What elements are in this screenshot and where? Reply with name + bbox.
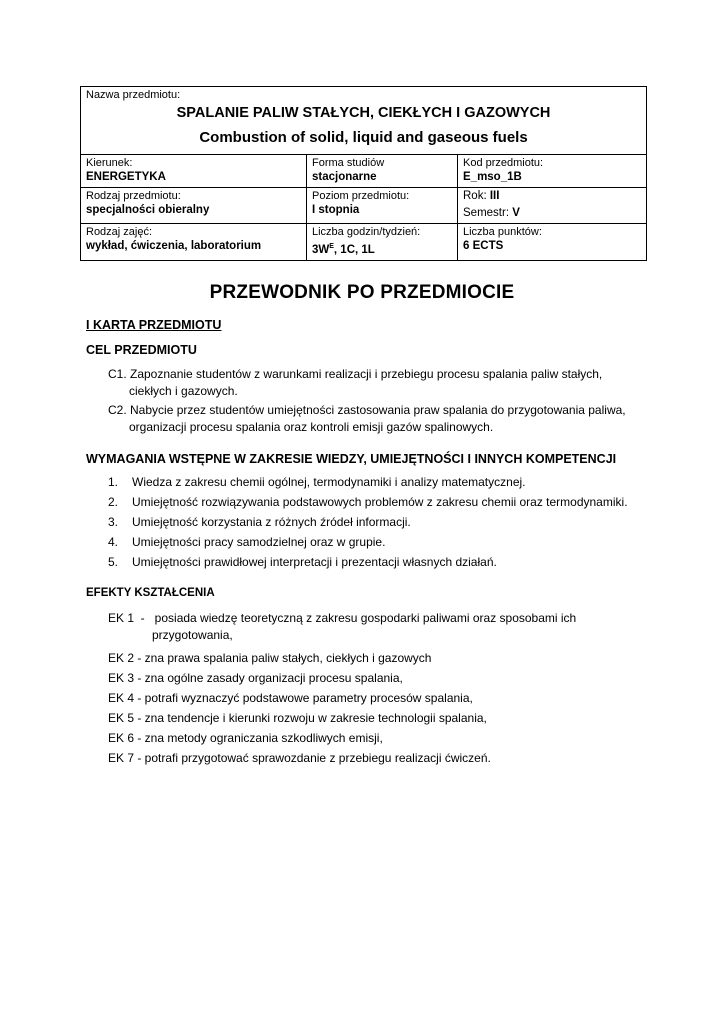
rok-semestr-cell: [458, 188, 647, 224]
subject-name-cell: [81, 87, 647, 155]
poziom-label: Poziom przedmiotu:: [312, 190, 410, 202]
liczba-godzin-cell: [307, 224, 458, 261]
main-heading: PRZEWODNIK PO PRZEDMIOCIE: [209, 282, 515, 303]
wymagania-heading: WYMAGANIA WSTĘPNE W ZAKRESIE WIEDZY, UMIEJĘTNOŚCI I INNYCH KOMPETENCJI: [86, 452, 617, 466]
list-item-number: 1.: [108, 475, 119, 489]
ek1-line1: EK 1 - posiada wiedzę teoretyczną z zakresu gospodarki paliwami oraz sposobami ich: [108, 611, 577, 625]
kod-label: Kod przedmiotu:: [463, 157, 544, 169]
hours-exam-mark: E: [329, 243, 334, 250]
list-item-number: 5.: [108, 555, 119, 569]
list-item-text: Umiejętność korzystania z różnych źródeł informacji.: [132, 515, 411, 529]
liczba-godzin-label: Liczba godzin/tydzień:: [312, 226, 421, 238]
cel-c1-line2: ciekłych i gazowych.: [129, 384, 238, 398]
ek-item: EK 6 - zna metody ograniczania szkodliwych emisji,: [108, 731, 383, 745]
rok-label: Rok:: [463, 190, 487, 202]
list-item-number: 2.: [108, 495, 119, 509]
hours-rest: , 1C, 1L: [333, 243, 375, 256]
semestr-line: [463, 206, 641, 221]
forma-value: stacjonarne: [312, 171, 377, 183]
ek-item: EK 3 - zna ogólne zasady organizacji procesu spalania,: [108, 671, 403, 685]
hours-lecture: 3W: [312, 243, 330, 256]
list-item: [86, 534, 628, 554]
kierunek-cell: [81, 155, 307, 188]
section-karta-przedmiotu: I KARTA PRZEDMIOTU: [86, 318, 222, 332]
kierunek-value: ENERGETYKA: [86, 171, 166, 183]
rodzaj-zajec-label: Rodzaj zajęć:: [86, 226, 153, 238]
subject-label: Nazwa przedmiotu:: [86, 89, 181, 101]
rok-value: III: [489, 190, 500, 202]
list-item-number: 3.: [108, 515, 119, 529]
list-item-number: 4.: [108, 535, 119, 549]
cel-heading: CEL PRZEDMIOTU: [86, 343, 197, 357]
list-item: [86, 554, 628, 574]
list-item: [86, 514, 628, 534]
kierunek-label: Kierunek:: [86, 157, 133, 169]
list-item-text: Umiejętności prawidłowej interpretacji i prezentacji własnych działań.: [132, 555, 497, 569]
wymagania-list: [86, 474, 628, 574]
liczba-punktow-cell: [458, 224, 647, 261]
rodzaj-przedmiotu-value: specjalności obieralny: [86, 204, 210, 216]
ek-item: EK 7 - potrafi przygotować sprawozdanie z przebiegu realizacji ćwiczeń.: [108, 751, 491, 765]
rok-line: [463, 189, 641, 204]
list-item-text: Wiedza z zakresu chemii ogólnej, termodynamiki i analizy matematycznej.: [132, 475, 526, 489]
kod-cell: [458, 155, 647, 188]
forma-label: Forma studiów: [312, 157, 385, 169]
liczba-godzin-value: [312, 239, 452, 258]
rodzaj-zajec-value: wykład, ćwiczenia, laboratorium: [86, 240, 262, 252]
liczba-punktow-label: Liczba punktów:: [463, 226, 542, 238]
course-info-table: [80, 86, 647, 261]
efekty-heading: EFEKTY KSZTAŁCENIA: [86, 587, 215, 599]
subject-title-en: Combustion of solid, liquid and gaseous fuels: [199, 129, 528, 146]
subject-title-pl: SPALANIE PALIW STAŁYCH, CIEKŁYCH I GAZOWYCH: [176, 105, 551, 121]
cel-c2-line1: C2. Nabycie przez studentów umiejętności zastosowania praw spalania do przygotowania paliwa,: [108, 403, 626, 417]
semestr-label: Semestr:: [463, 207, 510, 219]
ek-item: EK 4 - potrafi wyznaczyć podstawowe parametry procesów spalania,: [108, 691, 473, 705]
list-item-text: Umiejętność rozwiązywania podstawowych problemów z zakresu chemii oraz termodynamiki.: [132, 495, 628, 509]
ek1-line2: przygotowania,: [152, 628, 233, 642]
rodzaj-zajec-cell: [81, 224, 307, 261]
kod-value: E_mso_1B: [463, 171, 522, 183]
rodzaj-przedmiotu-cell: [81, 188, 307, 224]
cel-c1-line1: C1. Zapoznanie studentów z warunkami realizacji i przebiegu procesu spalania paliw stałych,: [108, 367, 603, 381]
forma-cell: [307, 155, 458, 188]
cel-c2-line2: organizacji procesu spalania oraz kontroli emisji gazów spalinowych.: [129, 420, 494, 434]
list-item-text: Umiejętności pracy samodzielnej oraz w grupie.: [132, 535, 386, 549]
ek-item: EK 2 - zna prawa spalania paliw stałych, ciekłych i gazowych: [108, 651, 432, 665]
semestr-value: V: [512, 207, 520, 219]
list-item: [86, 494, 628, 514]
rodzaj-przedmiotu-label: Rodzaj przedmiotu:: [86, 190, 181, 202]
liczba-punktow-value: 6 ECTS: [463, 240, 504, 252]
ek-item: EK 5 - zna tendencje i kierunki rozwoju w zakresie technologii spalania,: [108, 711, 487, 725]
poziom-value: I stopnia: [312, 204, 360, 216]
poziom-cell: [307, 188, 458, 224]
list-item: [86, 474, 628, 494]
